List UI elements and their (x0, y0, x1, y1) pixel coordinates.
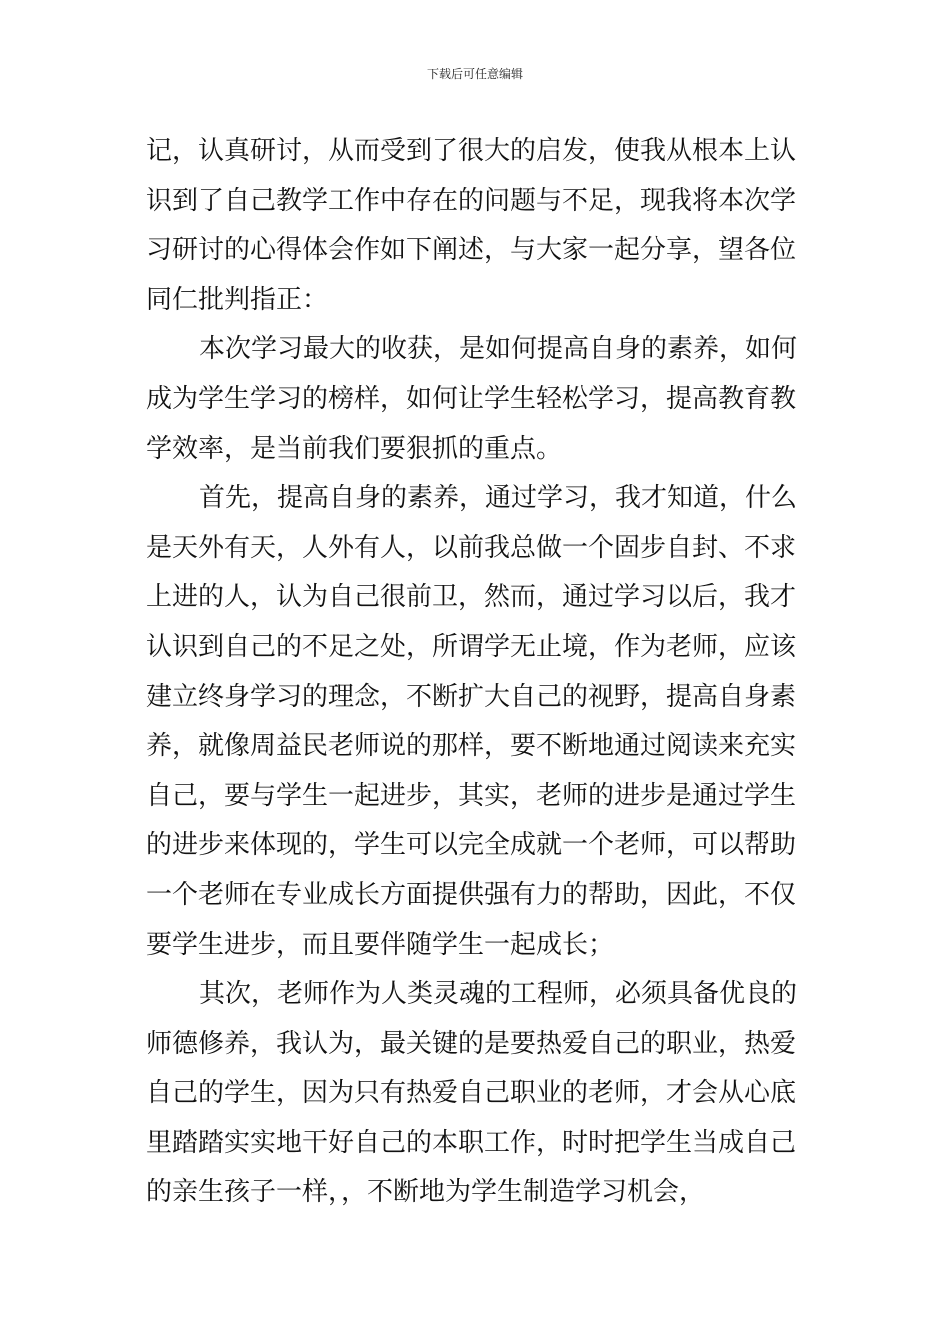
text-line: 一个老师在专业成长方面提供强有力的帮助，因此，不仅 (146, 879, 797, 910)
text-line: 记，认真研讨，从而受到了很大的启发，使我从根本上认 (146, 136, 797, 166)
text-line: 同仁批判指正： (146, 284, 329, 315)
text-line: 要学生进步，而且要伴随学生一起成长； (146, 929, 615, 960)
text-line: 的亲生孩子一样，，不断地为学生制造学习机会， (146, 1177, 706, 1208)
text-line: 学效率，是当前我们要狠抓的重点。 (146, 433, 563, 464)
text-line: 里踏踏实实地干好自己的本职工作，时时把学生当成自己 (146, 1127, 797, 1158)
text-line: 上进的人，认为自己很前卫，然而，通过学习以后，我才 (146, 582, 797, 613)
text-line: 师德修养，我认为，最关键的是要热爱自己的职业，热爱 (146, 1028, 797, 1059)
text-line: 本次学习最大的收获，是如何提高自身的素养，如何 (199, 334, 798, 365)
text-line: 习研讨的心得体会作如下阐述，与大家一起分享，望各位 (146, 235, 797, 266)
text-line: 是天外有天，人外有人，以前我总做一个固步自封、不求 (146, 532, 797, 563)
page-header: 下载后可任意编辑 (426, 67, 523, 81)
text-line: 首先，提高自身的素养，通过学习，我才知道，什么 (199, 483, 798, 514)
text-line: 自己的学生，因为只有热爱自己职业的老师，才会从心底 (146, 1078, 797, 1109)
text-line: 的进步来体现的，学生可以完全成就一个老师，可以帮助 (146, 830, 797, 861)
text-line: 认识到自己的不足之处，所谓学无止境，作为老师，应该 (146, 631, 797, 662)
document-body (146, 127, 816, 1218)
text-line: 建立终身学习的理念，不断扩大自己的视野，提高自身素 (146, 681, 797, 712)
text-line: 其次，老师作为人类灵魂的工程师，必须具备优良的 (199, 979, 798, 1010)
text-line: 成为学生学习的榜样，如何让学生轻松学习，提高教育教 (146, 383, 797, 414)
text-line: 识到了自己教学工作中存在的问题与不足，现我将本次学 (146, 185, 797, 216)
text-line: 自己，要与学生一起进步，其实，老师的进步是通过学生 (146, 780, 797, 811)
text-line: 养，就像周益民老师说的那样，要不断地通过阅读来充实 (146, 731, 797, 762)
